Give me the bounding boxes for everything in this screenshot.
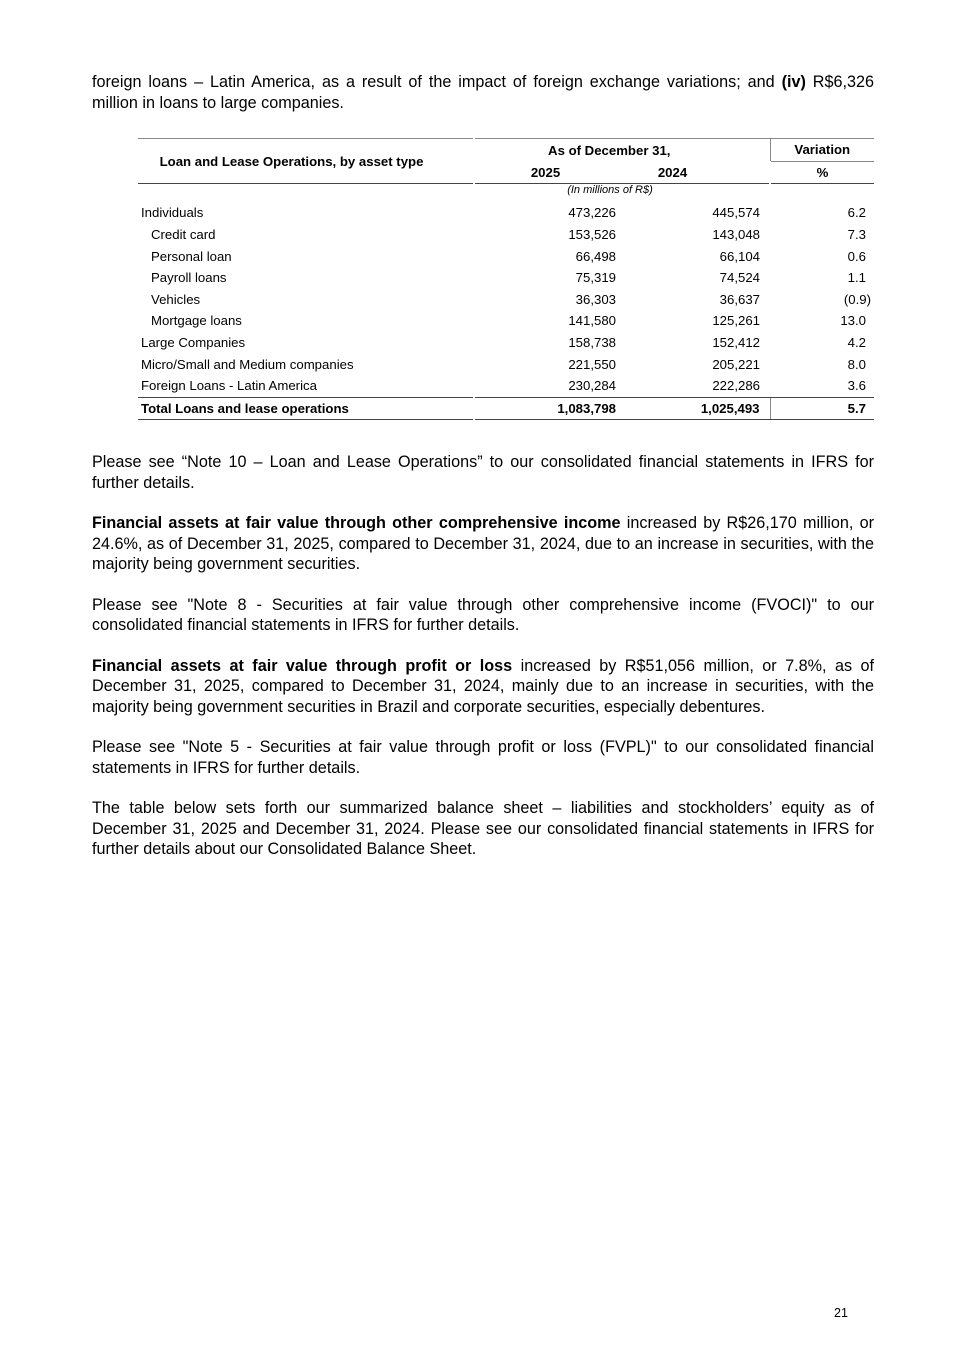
fvoci-heading: Financial assets at fair value through other comprehensive income xyxy=(92,514,621,532)
page-number: 21 xyxy=(834,1306,848,1320)
row-label: Mortgage loans xyxy=(151,313,242,329)
row-value-2025: 221,550 xyxy=(568,356,616,372)
fvpl-heading: Financial assets at fair value through profit or loss xyxy=(92,656,513,675)
variation-header: Variation xyxy=(770,139,874,162)
loans-table-wrapper xyxy=(138,138,874,420)
intro-block xyxy=(92,72,874,133)
total-variation: 5.7 xyxy=(770,397,874,420)
fvpl-paragraph xyxy=(92,656,874,718)
row-value-2024: 66,104 xyxy=(719,248,760,264)
group-header: As of December 31, xyxy=(474,139,770,162)
units-note: (In millions of R$) xyxy=(567,184,653,197)
row-value-2024: 152,412 xyxy=(712,335,760,351)
col-pct-header: % xyxy=(770,161,874,184)
fvoci-paragraph xyxy=(92,513,874,575)
row-label: Payroll loans xyxy=(151,270,227,286)
note-5-paragraph: Please see "Note 5 - Securities at fair value through profit or loss (FVPL)" to our consolidated financial statements in IFRS for further details. xyxy=(92,738,874,777)
row-variation: 0.6 xyxy=(847,248,866,264)
units-row xyxy=(138,184,874,203)
table-row xyxy=(138,224,874,246)
table-row xyxy=(138,202,874,224)
row-label: Individuals xyxy=(141,205,204,221)
note-10-paragraph: Please see “Note 10 – Loan and Lease Operations” to our consolidated financial statements in IFRS for further details. xyxy=(92,453,874,492)
total-value-2024: 1,025,493 xyxy=(622,397,770,420)
row-variation: 7.3 xyxy=(847,227,866,243)
row-label: Personal loan xyxy=(151,248,232,264)
row-variation: 3.6 xyxy=(847,378,866,394)
row-variation: 6.2 xyxy=(847,205,866,221)
fvoci-text: increased by R$26,170 million, or 24.6%, as of December 31, 2025, compared to December 31, 2024, due to an increase in securities, with the majority being government securities. xyxy=(92,514,874,573)
row-value-2024: 205,221 xyxy=(712,356,760,372)
loans-table xyxy=(138,138,874,420)
fvpl-text: increased by R$51,056 million, or 7.8%, as of December 31, 2025, compared to December 31, 2024, mainly due to an increase in securities, with the majority being government securities in Brazil and corporate securities, especially debentures. xyxy=(92,656,874,716)
row-value-2024: 143,048 xyxy=(712,227,760,243)
row-variation: 4.2 xyxy=(847,335,866,351)
row-label: Micro/Small and Medium companies xyxy=(141,356,354,372)
body-text xyxy=(92,452,874,880)
row-variation: 8.0 xyxy=(847,356,866,372)
row-variation: (0.9) xyxy=(843,291,871,307)
intro-text-2: R$6,326 million in loans to large companies. xyxy=(92,73,874,112)
table-row xyxy=(138,289,874,311)
row-value-2025: 158,738 xyxy=(568,335,616,351)
row-label: Credit card xyxy=(151,227,216,243)
intro-text-1: foreign loans – Latin America, as a result of the impact of foreign exchange variations; and xyxy=(92,73,782,91)
row-label: Large Companies xyxy=(141,335,246,351)
row-variation: 13.0 xyxy=(840,313,866,329)
row-value-2025: 75,319 xyxy=(575,270,616,286)
note-8-paragraph: Please see "Note 8 - Securities at fair value through other comprehensive income (FVOCI)" to our consolidated financial statements in IFRS for further details. xyxy=(92,595,874,634)
row-value-2024: 74,524 xyxy=(719,270,760,286)
col-2024-header: 2024 xyxy=(622,161,770,184)
table-row xyxy=(138,332,874,354)
table-title: Loan and Lease Operations, by asset type xyxy=(138,139,474,184)
row-value-2024: 445,574 xyxy=(712,205,760,221)
col-2025-header: 2025 xyxy=(474,161,622,184)
total-label: Total Loans and lease operations xyxy=(138,397,474,420)
table-row xyxy=(138,267,874,289)
table-row xyxy=(138,353,874,375)
balance-sheet-paragraph: The table below sets forth our summarized balance sheet – liabilities and stockholders’ equity as of December 31, 2025 and December 31, 2024. Please see our consolidated financial statements in IFRS for further details about our Consolidated Balance Sheet. xyxy=(92,799,874,858)
row-value-2024: 36,637 xyxy=(719,291,760,307)
intro-bold: (iv) xyxy=(781,73,806,91)
row-label: Foreign Loans - Latin America xyxy=(141,378,317,394)
table-total-row xyxy=(138,397,874,420)
table-row xyxy=(138,310,874,332)
row-value-2024: 125,261 xyxy=(712,313,760,329)
row-value-2024: 222,286 xyxy=(712,378,760,394)
intro-paragraph xyxy=(92,72,874,113)
row-value-2025: 153,526 xyxy=(568,227,616,243)
row-value-2025: 473,226 xyxy=(568,205,616,221)
row-label: Vehicles xyxy=(151,291,201,307)
row-value-2025: 141,580 xyxy=(568,313,616,329)
table-header-row-1 xyxy=(138,139,874,162)
row-value-2025: 230,284 xyxy=(568,378,616,394)
table-row xyxy=(138,375,874,397)
row-value-2025: 36,303 xyxy=(575,291,616,307)
row-variation: 1.1 xyxy=(847,270,866,286)
table-row xyxy=(138,245,874,267)
total-value-2025: 1,083,798 xyxy=(474,397,622,420)
row-value-2025: 66,498 xyxy=(575,248,616,264)
